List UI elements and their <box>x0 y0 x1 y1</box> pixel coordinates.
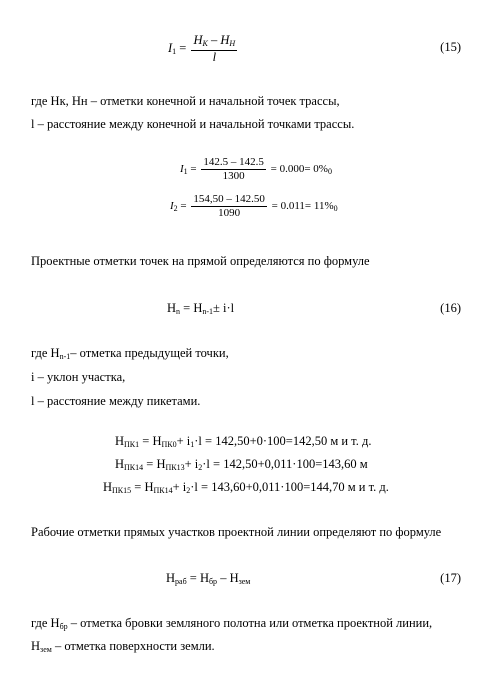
pk-calc-2: $Н_{ПК14} = Н_{ПК13}+ i_2\cdot l = 142,50+0,011\cdot 100=143,60$ м <box>115 457 368 472</box>
definition-15-line2: l – расстояние между конечной и начальной точками трассы. <box>31 117 355 131</box>
definition-16-line2: i – уклон участка, <box>31 370 126 384</box>
formula-15: $I_1$ = $\frac{H_K - H_H}{l}$ <box>168 33 236 64</box>
definition-15-line1: где Нк, Нн – отметки конечной и начальной точек трассы, <box>31 94 340 108</box>
definition-16-line1: где $Н_{n-1}-$ отметка предыдущей точки, <box>31 346 229 361</box>
calc-i2: $I_2$ = $\frac{154,50 - 142.50}{1090}$ = $0.011= 11\%_0$ <box>170 193 338 219</box>
formula-15-fraction: $\frac{H_K - H_H}{l}$ <box>193 33 236 64</box>
formula-16: $Н_n = Н_{n-1}\pm i\cdot l$ <box>167 301 235 316</box>
equation-number-17: (17) <box>440 571 461 585</box>
definition-17-line1: где $Н_{бр}$ – отметка бровки земляного полотна или отметка проектной линии, <box>31 616 433 631</box>
equation-number-16: (16) <box>440 301 461 315</box>
equation-number-15: (15) <box>440 40 461 54</box>
intro-16: Проектные отметки точек на прямой определяются по формуле <box>31 254 370 268</box>
definition-17-line2: $Н_{зем}$ – отметка поверхности земли. <box>31 639 215 654</box>
calc-i1: $I_1$ = $\frac{142.5 - 142.5}{1300}$ = $0.000= 0\%_0$ <box>180 156 332 182</box>
formula-15-lhs: I <box>168 40 173 55</box>
pk-calc-1: $Н_{ПК1} = Н_{ПК0}+ i_1\cdot l = 142,50+0\cdot 100=142,50$ м и т. д. <box>115 434 372 449</box>
formula-17: $Н_{раб} = Н_{бр} - Н_{зем}$ <box>166 571 251 586</box>
intro-17: Рабочие отметки прямых участков проектной линии определяют по формуле <box>31 525 442 539</box>
pk-calc-3: $Н_{ПК15} = Н_{ПК14}+ i_2\cdot l = 143,60+0,011\cdot 100=144,70$ м и т. д. <box>103 480 389 495</box>
definition-16-line3: l – расстояние между пикетами. <box>31 394 201 408</box>
